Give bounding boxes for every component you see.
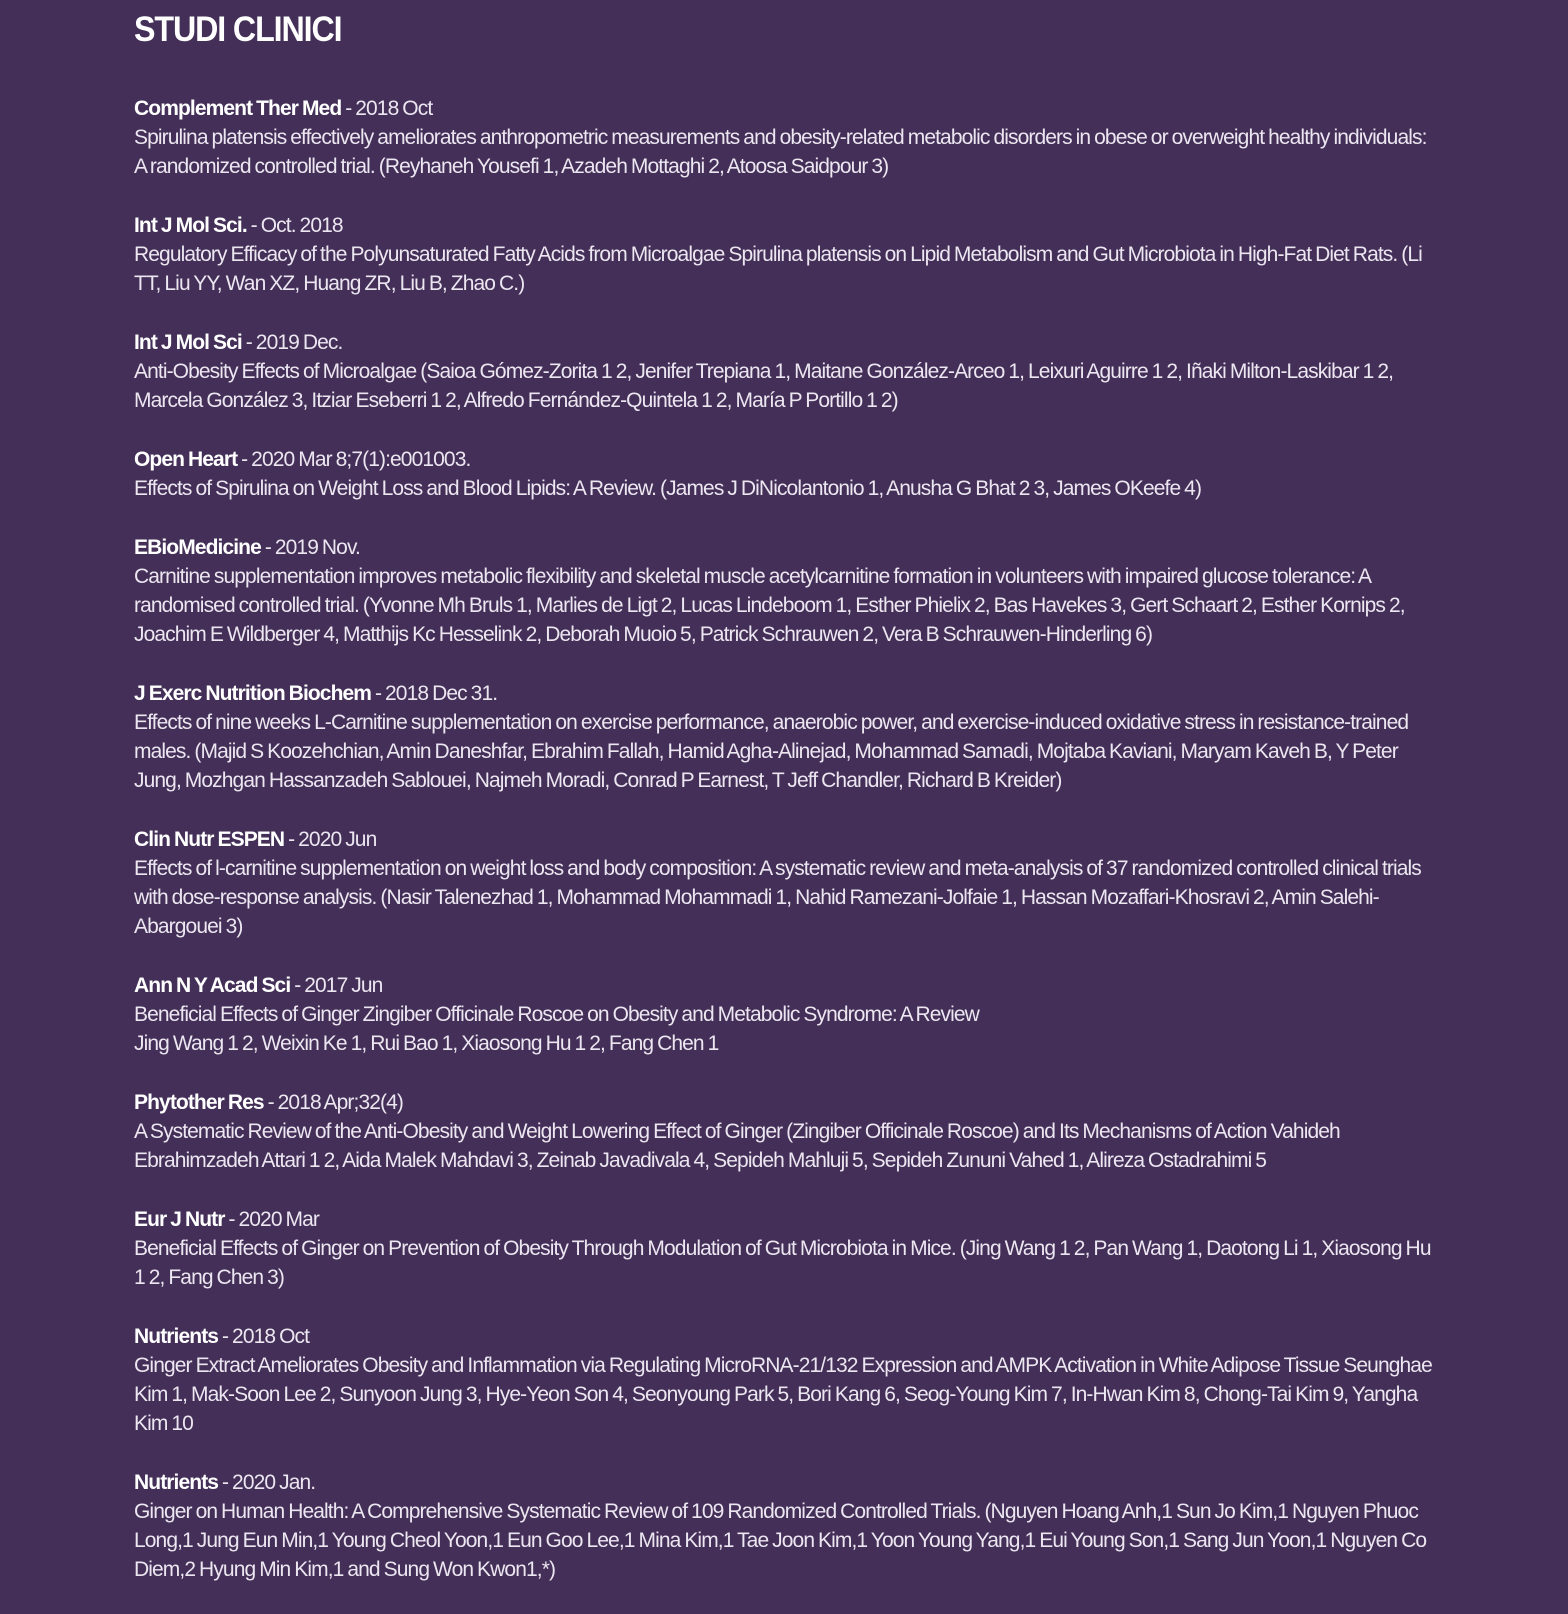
page-title: STUDI CLINICI [134,10,342,49]
study-description: A Systematic Review of the Anti-Obesity and Weight Lowering Effect of Ginger (Zingiber Officinale Roscoe) and Its Mechanisms of Action Vahideh Ebrahimzadeh Attari 1 2, Aida Malek Mahdavi 3, Zeinab Javadivala 4, Sepideh Mahluji 5, Sepideh Zununi Vahed 1, Alireza Ostadrahimi 5 [134,1120,1340,1172]
journal-name: EBioMedicine [134,536,261,559]
journal-name: Nutrients [134,1471,219,1494]
study-header [134,679,1434,708]
publication-date: 2018 Dec 31. [385,682,498,705]
study-entry [134,825,1434,941]
study-entry [134,445,1434,503]
study-header [134,825,1434,854]
page [134,8,1434,1614]
study-entry [134,679,1434,795]
study-header [134,1088,1434,1117]
study-header [134,328,1434,357]
date-separator: - [263,1091,278,1114]
study-description: Effects of Spirulina on Weight Loss and Blood Lipids: A Review. (James J DiNicolantonio 1, Anusha G Bhat 2 3, James OKeefe 4) [134,477,1202,500]
publication-date: 2020 Jun [298,828,377,851]
study-entry [134,1468,1434,1584]
study-description: Ginger Extract Ameliorates Obesity and Inflammation via Regulating MicroRNA-21/132 Expression and AMPK Activation in White Adipose Tissue Seunghae Kim 1, Mak-Soon Lee 2, Sunyoon Jung 3, Hye-Yeon Son 4, Seonyoung Park 5, Bori Kang 6, Seog-Young Kim 7, In-Hwan Kim 8, Chong-Tai Kim 9, Yangha Kim 10 [134,1354,1432,1435]
date-separator: - [284,828,299,851]
study-description: Ginger on Human Health: A Comprehensive Systematic Review of 109 Randomized Controlled Trials. (Nguyen Hoang Anh,1 Sun Jo Kim,1 Nguyen Phuoc Long,1 Jung Eun Min,1 Young Cheol Yoon,1 Eun Goo Lee,1 Mina Kim,1 Tae Joon Kim,1 Yoon Young Yang,1 Eui Young Son,1 Sang Jun Yoon,1 Nguyen Co Diem,2 Hyung Min Kim,1 and Sung Won Kwon1,*) [134,1500,1427,1581]
date-separator: - [371,682,386,705]
study-header [134,94,1434,123]
journal-name: Ann N Y Acad Sci [134,974,291,997]
publication-date: 2020 Mar 8;7(1):e001003. [251,448,471,471]
journal-name: Clin Nutr ESPEN [134,828,285,851]
date-separator: - [260,536,275,559]
study-header [134,533,1434,562]
journal-name: Int J Mol Sci [134,331,242,354]
study-description: Effects of l-carnitine supplementation on weight loss and body composition: A systematic review and meta-analysis of 37 randomized controlled clinical trials with dose-response analysis. (Nasir Talenezhad 1, Mohammad Mohammadi 1, Nahid Ramezani-Jolfaie 1, Hassan Mozaffari-Khosravi 2, Amin Salehi-Abargouei 3) [134,857,1421,938]
study-description: Beneficial Effects of Ginger on Prevention of Obesity Through Modulation of Gut Microbiota in Mice. (Jing Wang 1 2, Pan Wang 1, Daotong Li 1, Xiaosong Hu 1 2, Fang Chen 3) [134,1237,1431,1289]
publication-date: 2020 Jan. [232,1471,316,1494]
publication-date: 2020 Mar [238,1208,320,1231]
study-entry [134,971,1434,1058]
study-entry [134,533,1434,649]
publication-date: 2018 Oct [355,97,433,120]
date-separator: - [218,1325,233,1348]
journal-name: Nutrients [134,1325,219,1348]
study-entry [134,1088,1434,1175]
study-header [134,445,1434,474]
date-separator: - [246,214,261,237]
journal-name: J Exerc Nutrition Biochem [134,682,372,705]
study-description: Anti-Obesity Effects of Microalgae (Saioa Gómez-Zorita 1 2, Jenifer Trepiana 1, Maitane González-Arceo 1, Leixuri Aguirre 1 2, Iñaki Milton-Laskibar 1 2, Marcela González 3, Itziar Eseberri 1 2, Alfredo Fernández-Quintela 1 2, María P Portillo 1 2) [134,360,1394,412]
study-description: Effects of nine weeks L-Carnitine supplementation on exercise performance, anaerobic power, and exercise-induced oxidative stress in resistance-trained males. (Majid S Koozehchian, Amin Daneshfar, Ebrahim Fallah, Hamid Agha-Alinejad, Mohammad Samadi, Mojtaba Kaviani, Maryam Kaveh B, Y Peter Jung, Mozhgan Hassanzadeh Sablouei, Najmeh Moradi, Conrad P Earnest, T Jeff Chandler, Richard B Kreider) [134,711,1409,792]
date-separator: - [224,1208,239,1231]
studies-list [134,94,1434,1584]
study-entry [134,1205,1434,1292]
publication-date: 2017 Jun [304,974,383,997]
study-description: Carnitine supplementation improves metabolic flexibility and skeletal muscle acetylcarnitine formation in volunteers with impaired glucose tolerance: A randomised controlled trial. (Yvonne Mh Bruls 1, Marlies de Ligt 2, Lucas Lindeboom 1, Esther Phielix 2, Bas Havekes 3, Gert Schaart 2, Esther Kornips 2, Joachim E Wildberger 4, Matthijs Kc Hesselink 2, Deborah Muoio 5, Patrick Schrauwen 2, Vera B Schrauwen-Hinderling 6) [134,565,1405,646]
study-header [134,211,1434,240]
journal-name: Eur J Nutr [134,1208,225,1231]
study-entry [134,211,1434,298]
journal-name: Phytother Res [134,1091,264,1114]
publication-date: 2019 Dec. [255,331,343,354]
publication-date: 2018 Oct [232,1325,310,1348]
study-entry [134,1322,1434,1438]
study-description: Spirulina platensis effectively ameliorates anthropometric measurements and obesity-related metabolic disorders in obese or overweight healthy individuals: A randomized controlled trial. (Reyhaneh Yousefi 1, Azadeh Mottaghi 2, Atoosa Saidpour 3) [134,126,1427,178]
journal-name: Open Heart [134,448,238,471]
publication-date: 2018 Apr;32(4) [277,1091,403,1114]
study-header [134,1322,1434,1351]
study-description: Regulatory Efficacy of the Polyunsaturated Fatty Acids from Microalgae Spirulina platensis on Lipid Metabolism and Gut Microbiota in High-Fat Diet Rats. (Li TT, Liu YY, Wan XZ, Huang ZR, Liu B, Zhao C.) [134,243,1422,295]
date-separator: - [241,331,256,354]
publication-date: 2019 Nov. [274,536,360,559]
study-entry [134,94,1434,181]
study-header [134,1468,1434,1497]
study-description: Beneficial Effects of Ginger Zingiber Officinale Roscoe on Obesity and Metabolic Syndrome: A Review Jing Wang 1 2, Weixin Ke 1, Rui Bao 1, Xiaosong Hu 1 2, Fang Chen 1 [134,1003,979,1055]
study-header [134,971,1434,1000]
date-separator: - [290,974,305,997]
date-separator: - [237,448,252,471]
date-separator: - [341,97,356,120]
journal-name: Complement Ther Med [134,97,342,120]
study-header [134,1205,1434,1234]
study-entry [134,328,1434,415]
publication-date: Oct. 2018 [260,214,343,237]
journal-name: Int J Mol Sci. [134,214,247,237]
date-separator: - [218,1471,233,1494]
